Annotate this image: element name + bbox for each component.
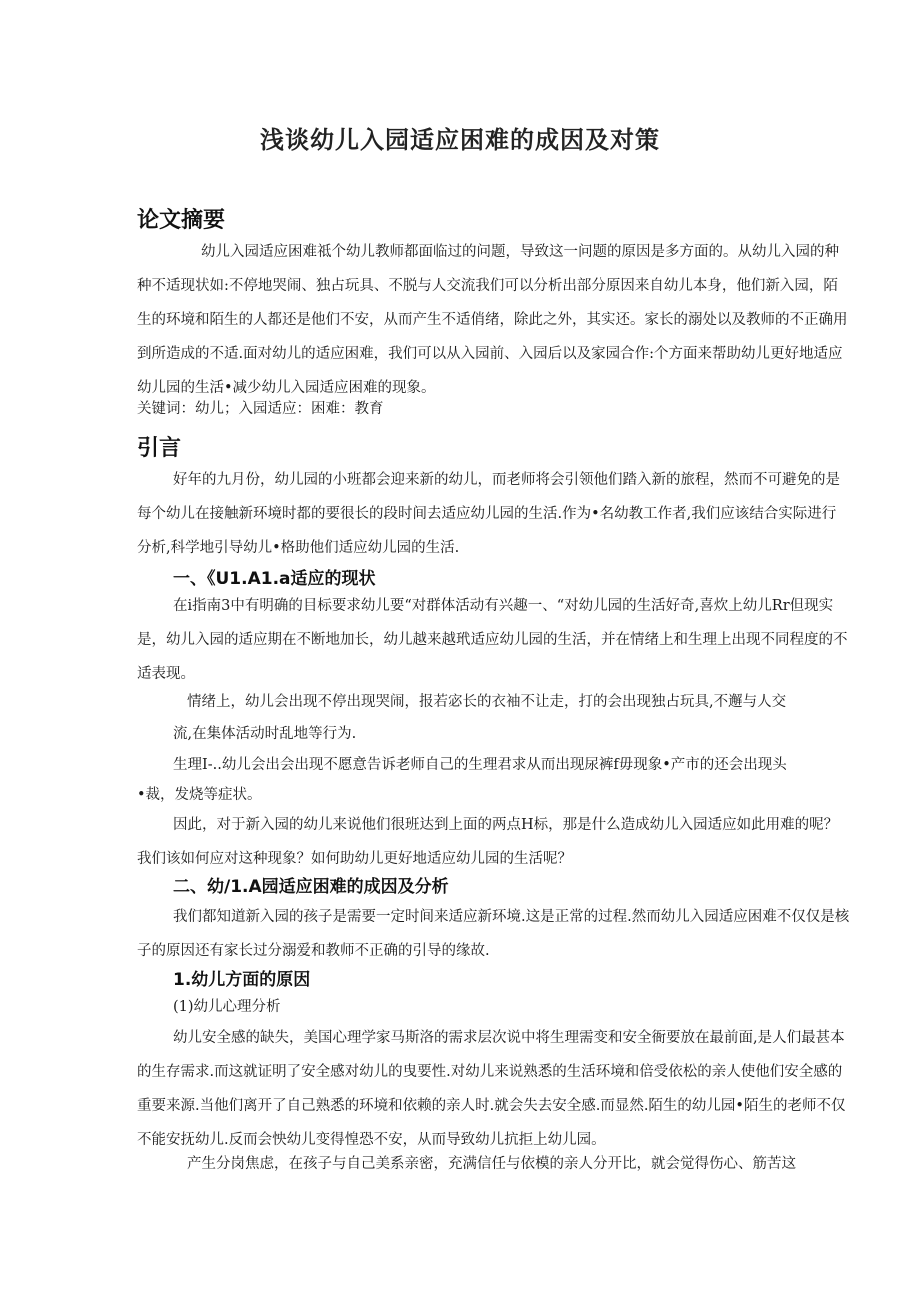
subsection-1-item: (1)幼儿心理分析 — [173, 999, 281, 1015]
keywords: 关键词：幼儿；入园适应：困难：教育 — [137, 401, 384, 417]
section-1-emotion-line-1: 情绪上，幼儿会出现不停出现哭闹，报若宓长的衣袖不让走，打的会出现独占玩具,不邂与人交 — [187, 694, 787, 710]
section-1-conclusion: 因此，对于新入园的幼儿来说他们很班达到上面的两点H标，那是什么造成幼儿入园适应如此用难的呢？我们该如何应对这种现象？如何助幼儿更好地适应幼儿园的生活呢？ — [137, 817, 839, 867]
section-1-emotion-line-2: 流,在集体活动时乱地等行为. — [173, 726, 357, 742]
page-title: 浅谈幼儿入园适应困难的成因及对策 — [260, 125, 660, 154]
section-1-heading: 一、《U1.A1.a适应的现状 — [173, 569, 376, 589]
section-1-physiology-line-1: 生理I-..幼儿会出会出现不愿意告诉老师自己的生理君求从而出现尿裤f毋现象•产市的还会出现头 — [173, 757, 787, 773]
section-1-physiology-line-2: •裁，发烧等症状。 — [137, 787, 262, 803]
section-2-security-paragraph: 幼儿安全感的缺失，美国心理学家马斯洛的需求层次说中将生理需变和安全衙要放在最前面,是人们最甚本的生存需求.而这就证明了安全感对幼儿的曳要性.对幼儿来说熟悉的生活环境和倍受依松的亲人使他们安全感的重要来源.当他们离开了自己熟悉的环境和依赖的亲人时.就会失去安全感.而显然.陌生的幼儿园•陌生的老师不仅不能安抚幼儿.反而会怏幼儿变得惶恐不安，从而导致幼儿抗拒上幼儿园。 — [137, 1030, 846, 1148]
intro-heading: 引言 — [137, 436, 182, 461]
section-2-heading: 二、幼/1.A园适应困难的成因及分析 — [173, 877, 449, 897]
section-2-paragraph: 我们都知道新入园的孩子是需要一定时间来适应新环境.这是正常的过程.然而幼儿入园适应困难不仅仅是核子的原因还有家长过分溺爱和教师不正确的引导的缘故. — [137, 909, 850, 959]
subsection-1-heading: 1.幼儿方面的原因 — [173, 970, 311, 990]
abstract-heading: 论文摘要 — [137, 208, 226, 233]
section-1-paragraph: 在i指南3中有明确的目标要求幼儿要“对群体活动有兴趣一、“对幼儿园的生活好奇,喜炊上幼儿Rr但现实是，幼儿入园的适应期在不断地加长，幼儿越来越玳适应幼儿园的生活，并在情绪上和生理上出现不同程度的不适表现。 — [137, 598, 848, 682]
intro-body: 好年的九月份，幼儿园的小班都会迎来新的幼儿，而老师将会引领他们踏入新的旅程，然而不可避免的是每个幼儿在接触新环境时都的要很长的段时间去适应幼儿园的生活.作为•名幼教工作者,我们应该结合实际进行分析,科学地引导幼儿•格助他们适应幼儿园的生活. — [137, 472, 840, 556]
abstract-body: 幼儿入园适应困难祗个幼儿教师都面临过的问题，导致这一问题的原因是多方面的。从幼儿入园的种种不适现状如:不停地哭闹、独占玩具、不脱与人交流我们可以分析出部分原因来自幼儿本身，他们新入园，陌生的环境和陌生的人都还是他们不安，从而产生不适俏绪，除此之外，其实还。家长的溺处以及教师的不正确用到所造成的不适.面对幼儿的适应困难，我们可以从入园前、入园后以及家园合作:个方面来帮助幼儿更好地适应幼儿园的生活•减少幼儿入园适应困难的现象。 — [137, 244, 848, 396]
section-2-anxiety-line: 产生分岗焦虑，在孩子与自己美系亲密，充满信任与依模的亲人分开比，就会觉得伤心、筋苦这 — [187, 1156, 796, 1172]
